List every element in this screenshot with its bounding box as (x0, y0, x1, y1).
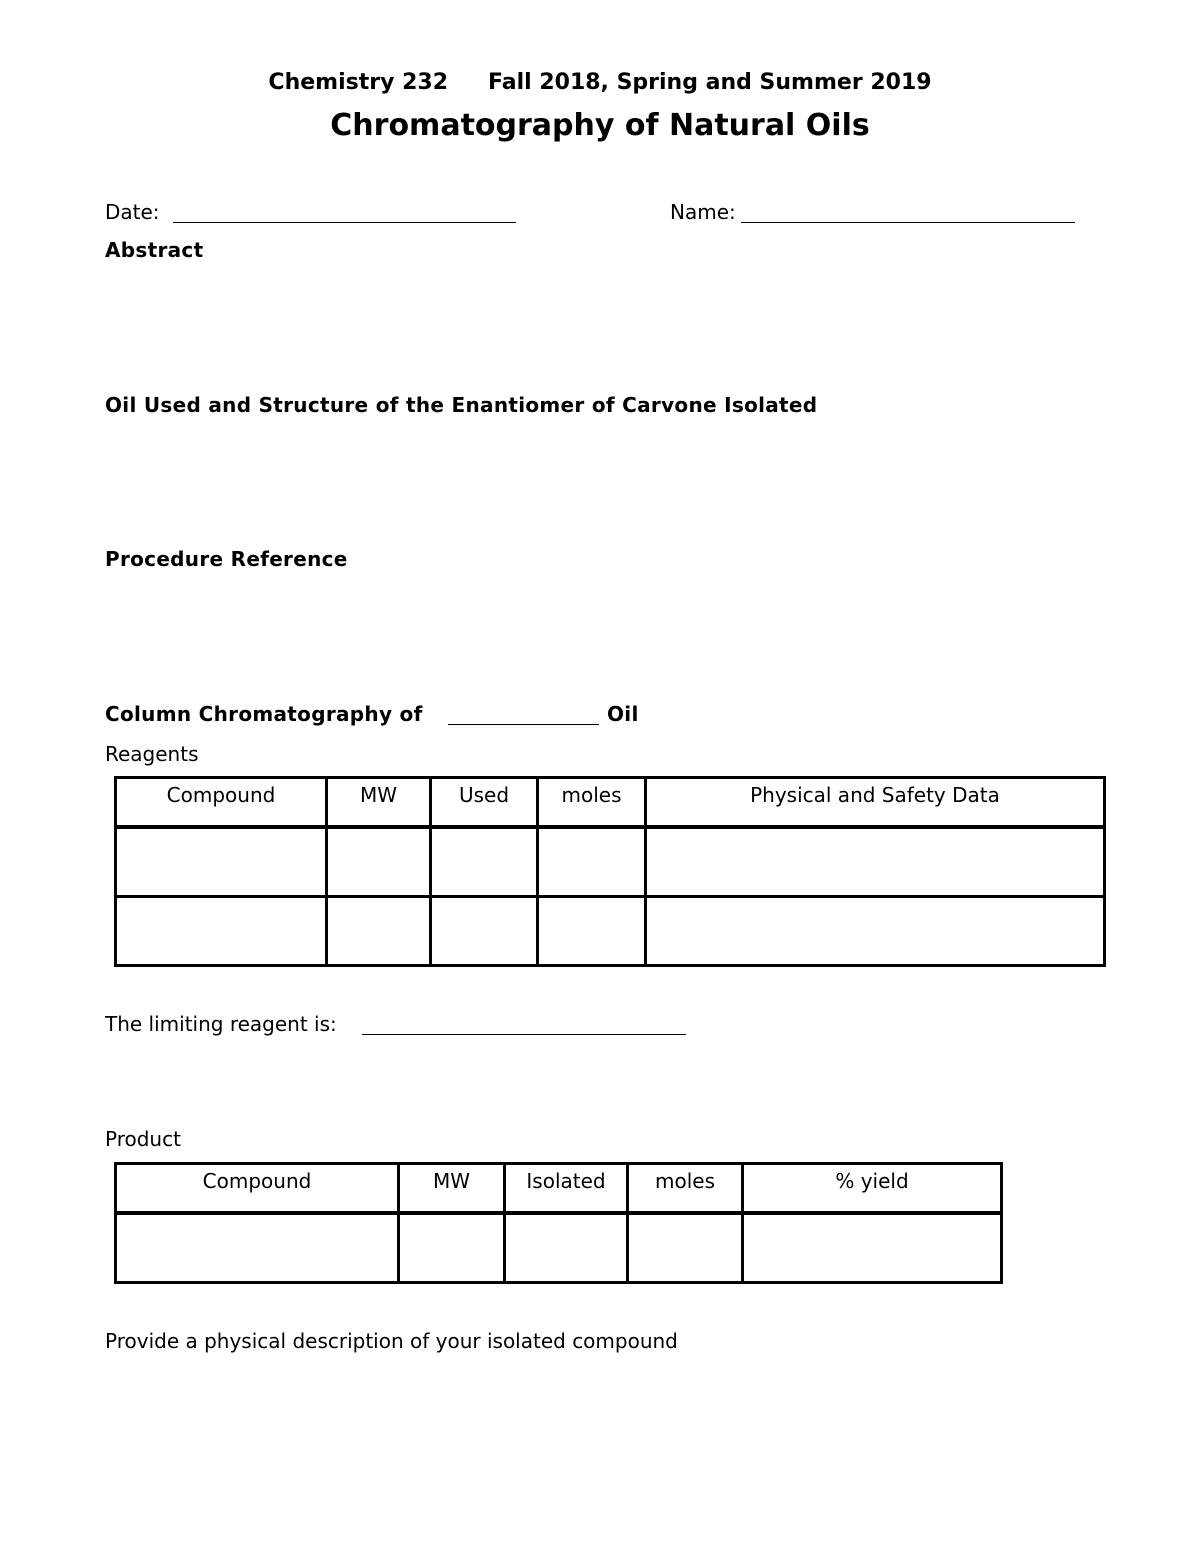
table-cell[interactable] (538, 827, 646, 897)
product-label: Product (105, 1127, 181, 1151)
product-header-mw: MW (399, 1164, 505, 1214)
table-cell[interactable] (538, 897, 646, 966)
reagents-table (114, 776, 1106, 967)
reagents-header-compound: Compound (116, 778, 327, 828)
course-header (0, 70, 1200, 95)
course-name: Chemistry 232 (268, 70, 448, 95)
table-cell[interactable] (743, 1213, 1002, 1283)
procedure-reference-heading: Procedure Reference (105, 547, 348, 571)
abstract-heading: Abstract (105, 238, 204, 262)
reagents-header-moles: moles (538, 778, 646, 828)
oil-structure-heading: Oil Used and Structure of the Enantiomer of Carvone Isolated (105, 393, 818, 417)
table-cell[interactable] (327, 897, 431, 966)
product-table (114, 1162, 1003, 1284)
limiting-reagent-field[interactable] (362, 1034, 686, 1035)
course-term: Fall 2018, Spring and Summer 2019 (488, 70, 932, 95)
table-row (116, 1213, 1002, 1283)
limiting-reagent-label: The limiting reagent is: (105, 1012, 337, 1036)
name-field[interactable] (741, 222, 1075, 223)
column-chromatography-heading-suffix: Oil (607, 702, 639, 726)
physical-description-prompt: Provide a physical description of your isolated compound (105, 1329, 678, 1353)
column-chromatography-heading-prefix: Column Chromatography of (105, 702, 423, 726)
date-label: Date: (105, 200, 160, 224)
page-title: Chromatography of Natural Oils (330, 108, 870, 143)
table-cell[interactable] (646, 897, 1105, 966)
product-header-isolated: Isolated (505, 1164, 628, 1214)
product-header-compound: Compound (116, 1164, 399, 1214)
table-row (116, 827, 1105, 897)
product-header-row (116, 1164, 1002, 1214)
table-cell[interactable] (628, 1213, 743, 1283)
name-label: Name: (670, 200, 736, 224)
reagents-header-physical-safety: Physical and Safety Data (646, 778, 1105, 828)
date-field[interactable] (173, 222, 516, 223)
table-cell[interactable] (505, 1213, 628, 1283)
product-header-yield: % yield (743, 1164, 1002, 1214)
product-header-moles: moles (628, 1164, 743, 1214)
table-cell[interactable] (399, 1213, 505, 1283)
table-row (116, 897, 1105, 966)
oil-name-field[interactable] (448, 724, 599, 725)
table-cell[interactable] (327, 827, 431, 897)
reagents-label: Reagents (105, 742, 199, 766)
reagents-header-row (116, 778, 1105, 828)
table-cell[interactable] (431, 827, 538, 897)
table-cell[interactable] (431, 897, 538, 966)
table-cell[interactable] (646, 827, 1105, 897)
table-cell[interactable] (116, 1213, 399, 1283)
table-cell[interactable] (116, 827, 327, 897)
reagents-header-used: Used (431, 778, 538, 828)
table-cell[interactable] (116, 897, 327, 966)
reagents-header-mw: MW (327, 778, 431, 828)
